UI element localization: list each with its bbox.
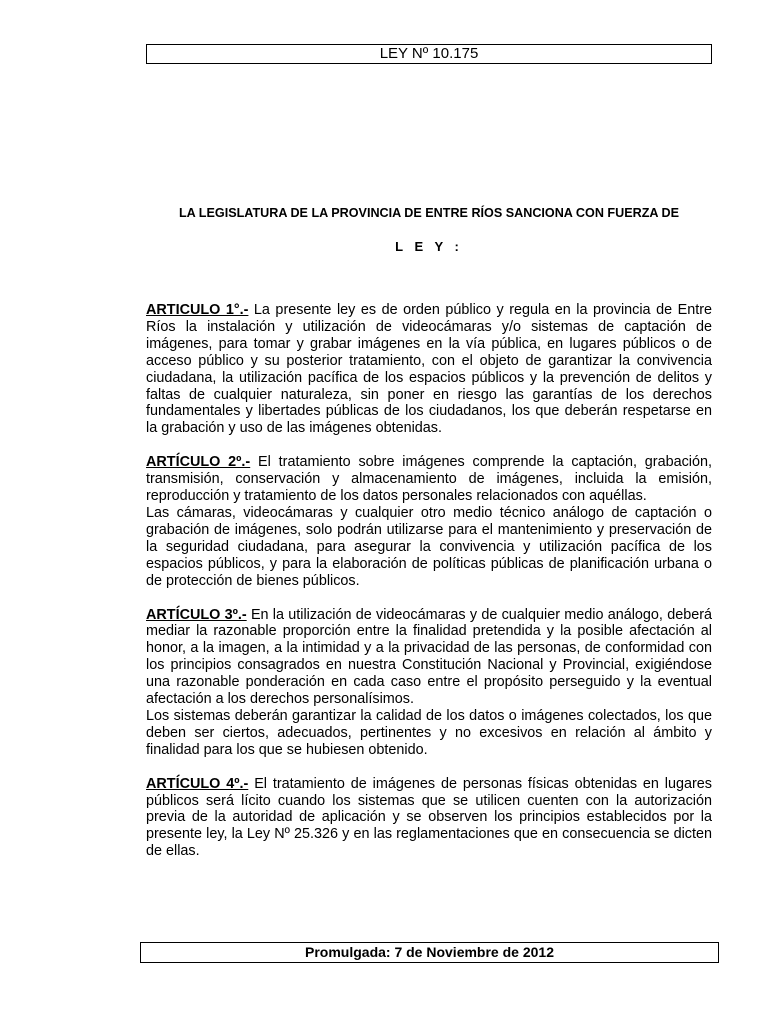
article-3-text: En la utilización de videocámaras y de cualquier medio análogo, deberá mediar la razonable proporción entre la finalidad pretendida y la posible afectación al honor, a la imagen, a la intimidad y a la privacidad de las personas, de conformidad con los principios consagrados en nuestra Constitución Nacional y Provincial, exigiéndose una razonable ponderación en cada caso entre el propósito perseguido y la eventual afectación a los derechos personalísimos.	[146, 606, 713, 708]
article-2-title: ARTÍCULO 2º.-	[146, 454, 251, 471]
law-number-title: LEY Nº 10.175	[379, 45, 479, 62]
law-body	[146, 302, 712, 860]
enacting-clause: LA LEGISLATURA DE LA PROVINCIA DE ENTRE RÍOS SANCIONA CON FUERZA DE	[178, 206, 680, 220]
article-2-text: El tratamiento sobre imágenes comprende la captación, grabación, transmisión, conservación y almacenamiento de imágenes, incluida la emisión, reproducción y tratamiento de los datos personales relacionados con aquéllas.	[146, 454, 712, 505]
article-1-title: ARTICULO 1°.-	[146, 302, 249, 318]
article-1	[146, 302, 712, 437]
article-2-continuation: Las cámaras, videocámaras y cualquier otro medio técnico análogo de captación o grabación de imágenes, solo podrán utilizarse para el mantenimiento y preservación de la seguridad ciudadana, para asegurar la convivencia y utilización pacífica de los espacios públicos, y para la elaboración de políticas públicas de planificación urbana o de protección de bienes públicos.	[146, 504, 712, 589]
article-3	[146, 607, 712, 708]
article-2	[146, 454, 712, 505]
ley-heading: L E Y :	[395, 239, 463, 254]
promulgation-footer	[140, 942, 719, 963]
article-4-title: ARTÍCULO 4º.-	[146, 775, 249, 792]
article-4	[146, 776, 712, 861]
law-number-header	[146, 44, 712, 64]
article-3-title: ARTÍCULO 3º.-	[146, 606, 247, 623]
article-1-text: La presente ley es de orden público y regula en la provincia de Entre Ríos la instalación y utilización de videocámaras y/o sistemas de captación de imágenes, para tomar y grabar imágenes en la vía pública, en lugares públicos o de acceso público y su posterior tratamiento, con el objeto de garantizar la convivencia ciudadana, la utilización pacífica de los espacios públicos y la prevención de delitos y faltas de cualquier naturaleza, sin poner en riesgo las garantías de los derechos fundamentales y libertades públicas de los ciudadanos, los que deberán respetarse en la grabación y uso de las imágenes obtenidas.	[146, 302, 712, 437]
promulgation-date: Promulgada: 7 de Noviembre de 2012	[305, 944, 554, 960]
article-3-continuation: Los sistemas deberán garantizar la calidad de los datos o imágenes colectados, los que deben ser ciertos, adecuados, pertinentes y no excesivos en relación al ámbito y finalidad para los que se hubiesen obtenido.	[146, 707, 712, 758]
article-4-text: El tratamiento de imágenes de personas físicas obtenidas en lugares públicos será lícito cuando los sistemas que se utilicen cuenten con la autorización previa de la autoridad de aplicación y se observen los principios establecidos por la presente ley, la Ley Nº 25.326 y en las reglamentaciones que en consecuencia se dicten de ellas.	[146, 775, 713, 860]
